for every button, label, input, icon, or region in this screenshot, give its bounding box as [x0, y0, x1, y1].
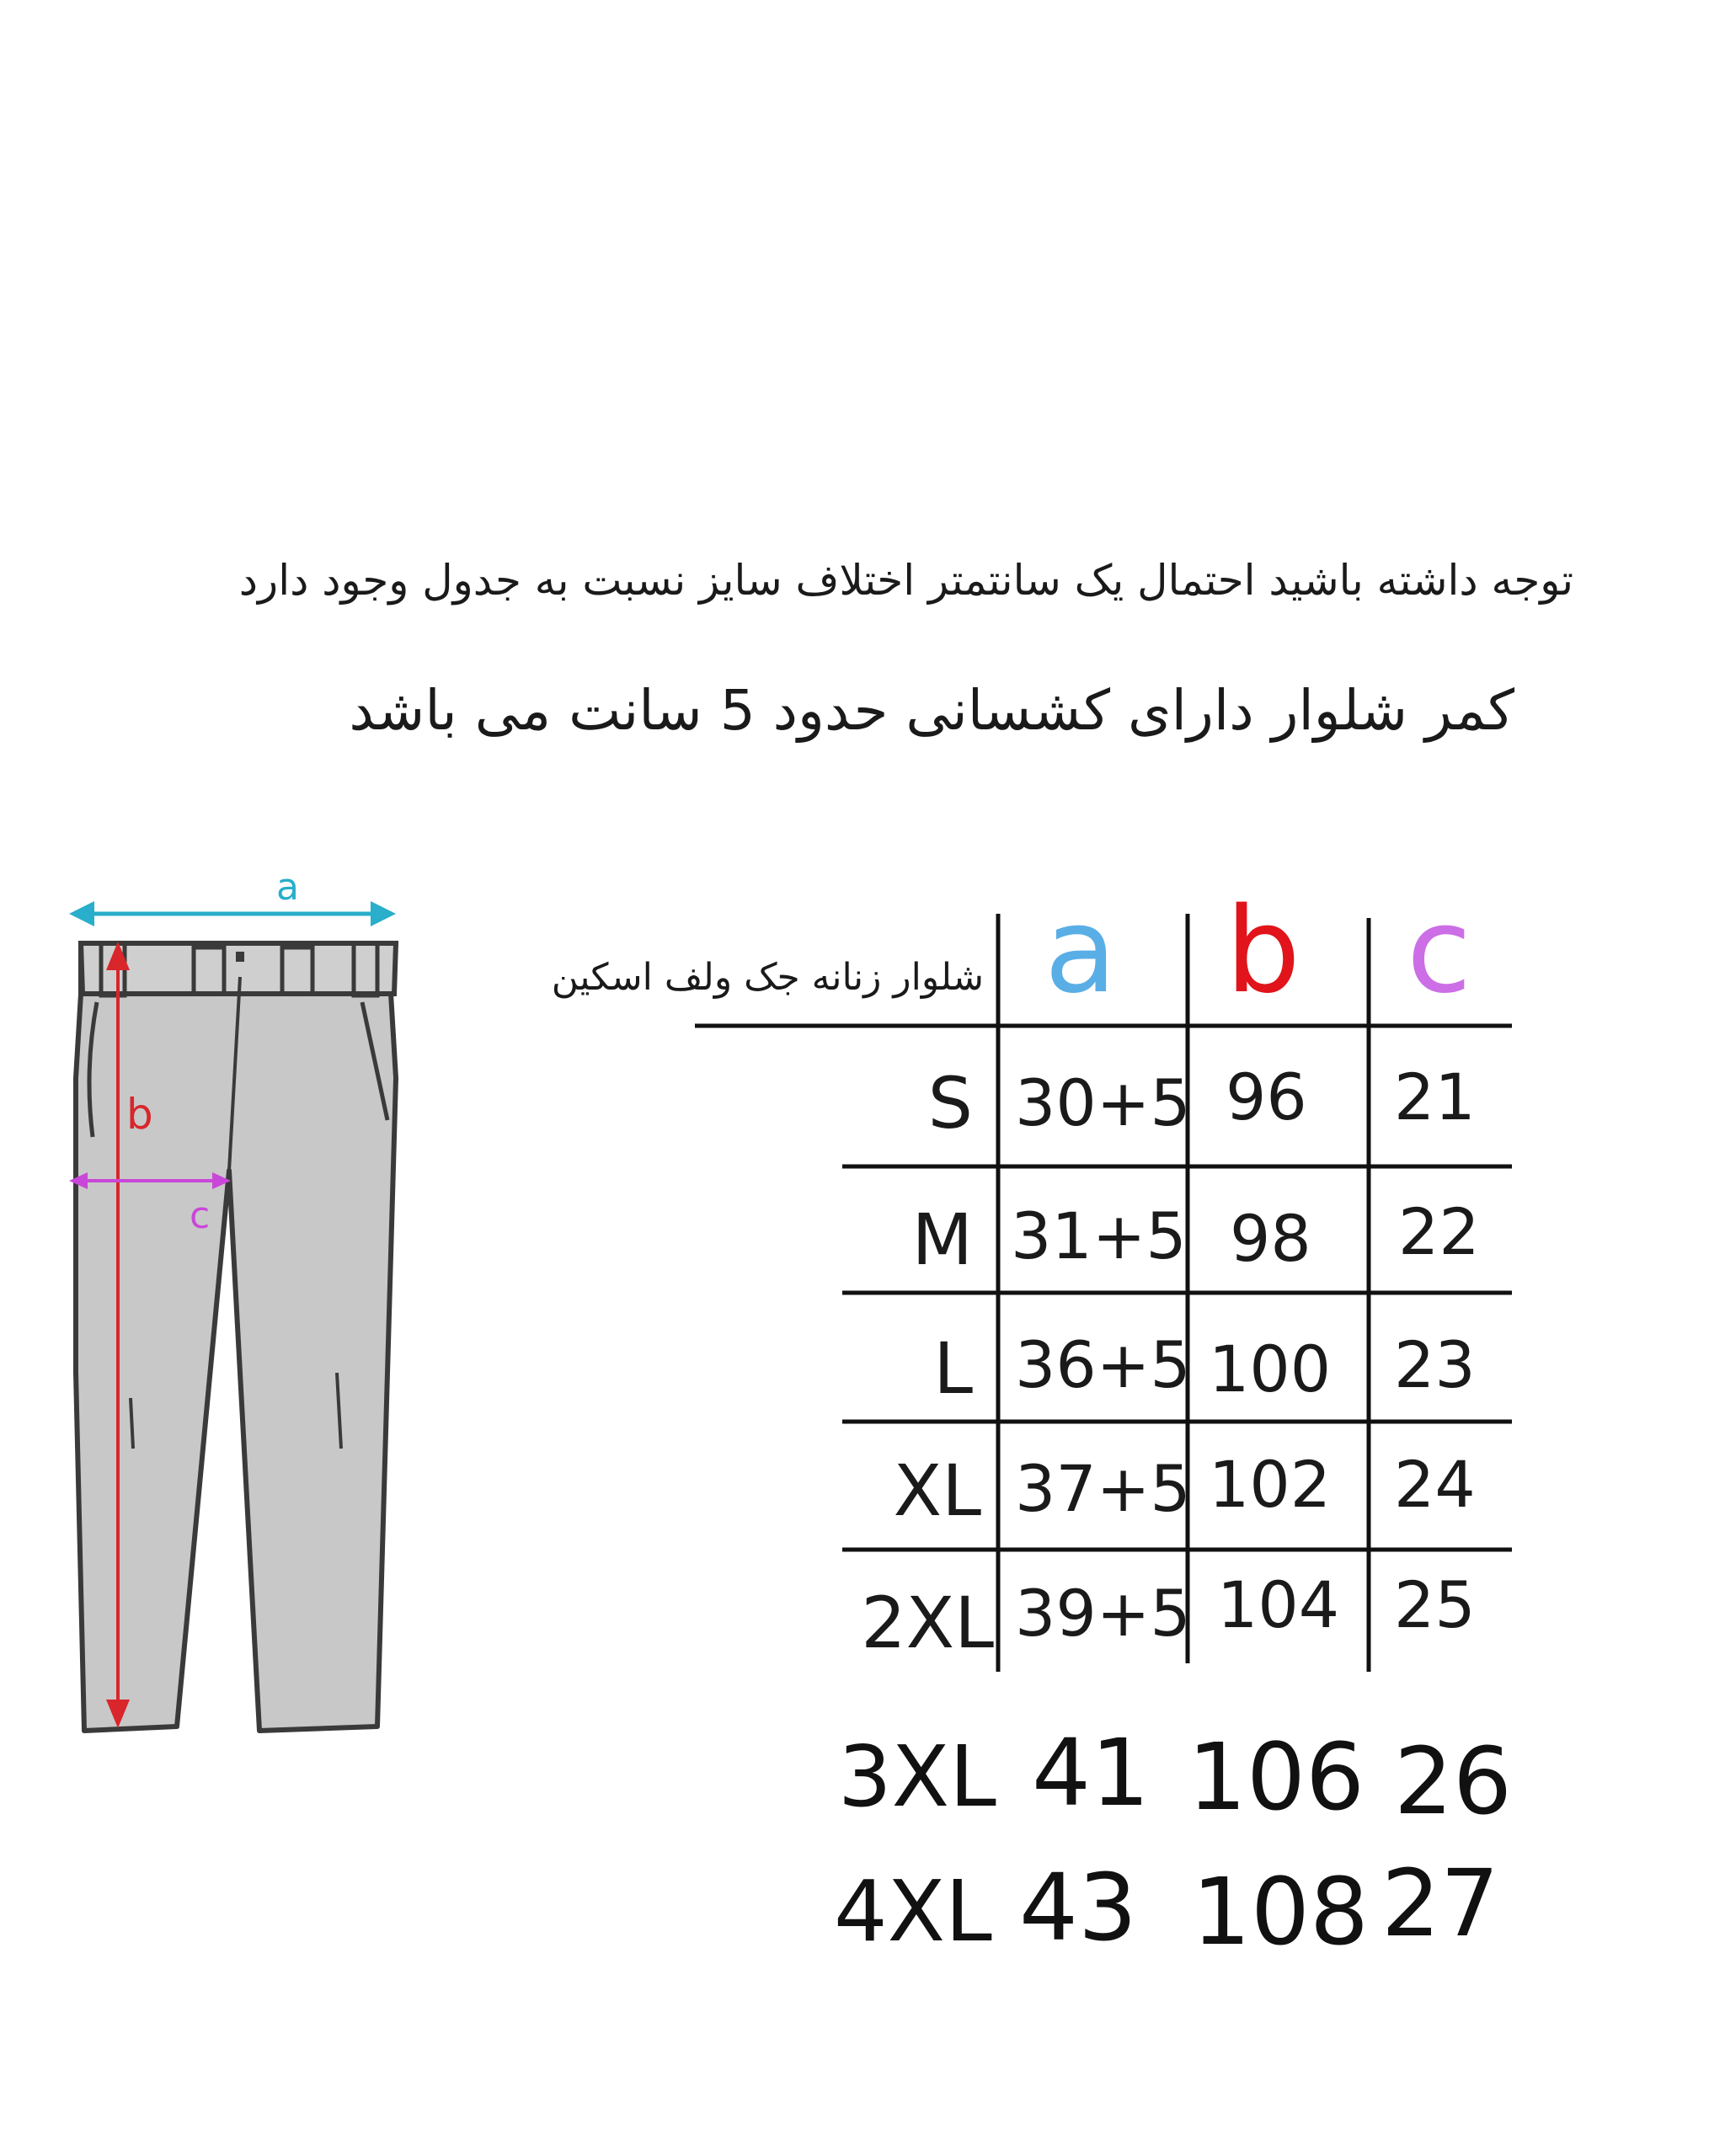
cell-a: 31+5: [1011, 1198, 1187, 1273]
extra-size-label: 4XL: [834, 1862, 992, 1961]
column-header-c: c: [1407, 883, 1471, 1020]
extra-cell-a: 43: [1019, 1854, 1137, 1961]
size-label: 2XL: [861, 1582, 994, 1664]
extra-cell-c: 27: [1381, 1849, 1499, 1957]
extra-cell-b: 108: [1192, 1858, 1369, 1966]
pants-measurement-diagram: [51, 867, 421, 1760]
cell-b: 98: [1230, 1201, 1311, 1276]
waist-elastic-note: کمر شلوار دارای کشسانی حدود 5 سانت می باشد: [349, 678, 1514, 743]
cell-a: 39+5: [1015, 1576, 1191, 1651]
measure-a-arrow-left: [69, 901, 94, 926]
measure-b-label: b: [126, 1090, 153, 1139]
column-header-b: b: [1226, 883, 1300, 1020]
disclaimer-note: توجه داشته باشید احتمال یک سانتمتر اختلاف سایز نسبت به جدول وجود دارد: [238, 556, 1573, 605]
size-label: L: [933, 1327, 973, 1410]
cell-b: 96: [1226, 1059, 1307, 1134]
product-name: شلوار زنانه جک ولف اسکین: [551, 956, 984, 999]
cell-b: 100: [1209, 1331, 1332, 1406]
size-label: M: [911, 1198, 973, 1281]
cell-c: 22: [1398, 1194, 1480, 1269]
cell-b: 102: [1209, 1447, 1332, 1522]
cell-b: 104: [1217, 1567, 1340, 1642]
cell-c: 24: [1394, 1447, 1476, 1522]
cell-c: 25: [1394, 1567, 1476, 1642]
cell-c: 21: [1394, 1059, 1476, 1134]
extra-size-label: 3XL: [838, 1727, 996, 1826]
cell-a: 30+5: [1015, 1065, 1191, 1140]
size-label: XL: [893, 1449, 981, 1532]
cell-a: 36+5: [1015, 1327, 1191, 1402]
measure-a-arrow-right: [371, 901, 396, 926]
size-label: S: [927, 1062, 973, 1145]
cell-c: 23: [1394, 1327, 1476, 1402]
extra-cell-b: 106: [1188, 1723, 1365, 1831]
column-header-a: a: [1044, 883, 1117, 1020]
cell-a: 37+5: [1015, 1451, 1191, 1526]
measure-a-label: a: [276, 867, 299, 909]
extra-cell-c: 26: [1394, 1727, 1512, 1835]
extra-cell-a: 41: [1032, 1719, 1150, 1827]
button: [236, 952, 244, 962]
measure-c-label: c: [190, 1194, 211, 1237]
